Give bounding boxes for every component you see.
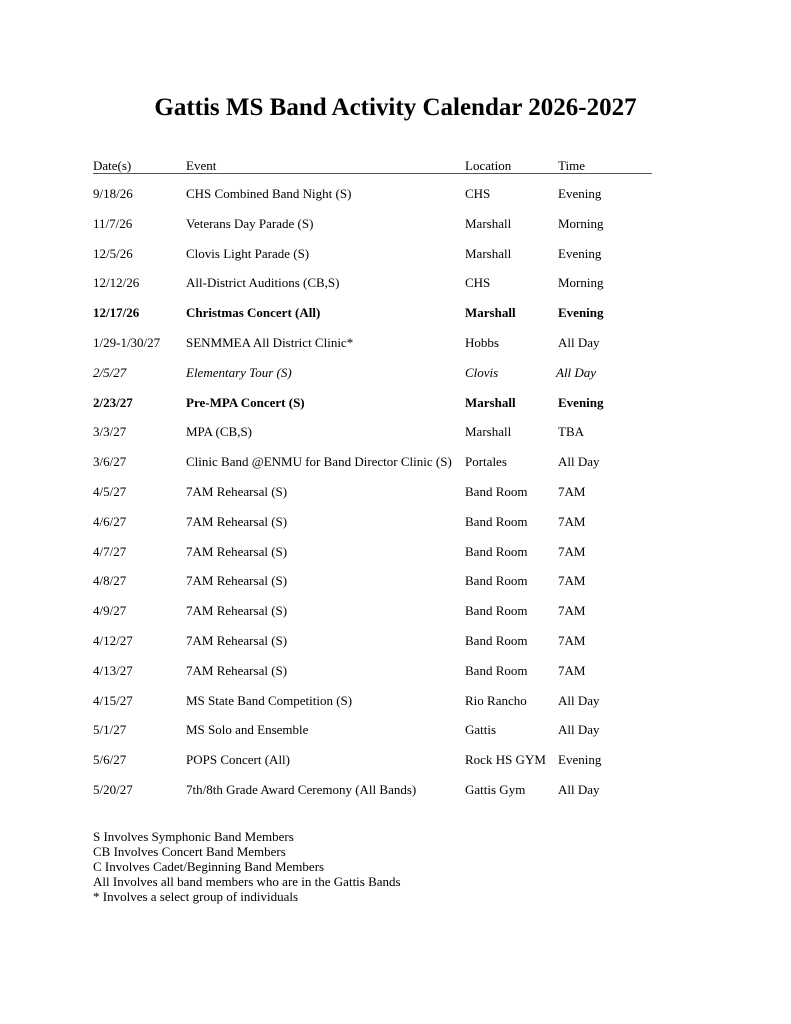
table-row [93,275,652,305]
cell-location: Band Room [465,632,528,648]
cell-time: Evening [558,394,604,410]
table-row [93,663,652,693]
table-row [93,514,652,544]
cell-location: Rio Rancho [465,692,527,708]
cell-time: Evening [558,186,602,201]
table-row [93,752,652,782]
cell-event: CHS Combined Band Night (S) [186,186,352,201]
cell-date: 3/6/27 [93,454,127,470]
column-header-date: Date(s) [93,158,132,173]
table-row [93,544,652,574]
cell-event: MS State Band Competition (S) [186,692,353,708]
cell-event: 7AM Rehearsal (S) [186,632,288,648]
cell-event: Clovis Light Parade (S) [186,245,310,261]
legend-line: S Involves Symphonic Band Members [93,829,294,844]
cell-date: 12/12/26 [93,275,140,291]
column-header-location: Location [465,158,512,173]
legend-line: * Involves a select group of individuals [93,889,299,904]
cell-time: Evening [558,305,604,321]
column-header-event: Event [186,158,217,173]
cell-location: Gattis [465,722,497,738]
table-row [93,722,652,752]
cell-time: Evening [558,245,602,261]
cell-location: Portales [465,454,507,470]
table-row [93,603,652,633]
cell-location: Gattis Gym [465,781,526,797]
cell-location: Band Room [465,662,528,678]
cell-location: Band Room [465,603,528,619]
table-row [93,782,652,812]
cell-time: Morning [558,215,604,231]
cell-time: 7AM [558,632,586,648]
legend-line: CB Involves Concert Band Members [93,844,286,859]
cell-event: Clinic Band @ENMU for Band Director Clinic (S) [186,454,452,470]
cell-location: Marshall [465,215,512,231]
cell-location: Hobbs [465,334,499,350]
cell-event: 7AM Rehearsal (S) [186,603,288,619]
table-row [93,395,652,425]
cell-date: 3/3/27 [93,424,127,440]
cell-time: 7AM [558,573,586,589]
cell-date: 4/8/27 [93,573,127,589]
cell-event: SENMMEA All District Clinic* [186,334,354,350]
table-row [93,216,652,246]
cell-date: 12/5/26 [93,245,133,261]
cell-date: 5/20/27 [93,781,133,797]
legend-line: All Involves all band members who are in the Gattis Bands [93,874,401,889]
cell-event: Christmas Concert (All) [186,305,321,321]
cell-location: Marshall [465,245,512,261]
cell-date: 11/7/26 [93,215,133,231]
cell-location: Band Room [465,483,528,499]
table-row [93,365,652,395]
cell-date: 4/15/27 [93,692,133,708]
table-row [93,484,652,514]
cell-time: TBA [558,424,584,440]
table-row [93,186,652,216]
table-row [93,246,652,276]
cell-location: Marshall [465,394,516,410]
cell-event: 7AM Rehearsal (S) [186,662,288,678]
cell-time: 7AM [558,662,586,678]
cell-location: Clovis [465,364,499,380]
cell-event: MPA (CB,S) [186,424,252,440]
table-body [93,186,652,812]
cell-time: 7AM [558,513,586,529]
legend [93,829,401,904]
cell-time: All Day [558,454,600,470]
cell-date: 5/1/27 [93,722,127,738]
cell-location: Band Room [465,543,528,559]
cell-date: 2/5/27 [93,364,127,380]
table-row [93,573,652,603]
cell-event: 7AM Rehearsal (S) [186,513,288,529]
cell-time: Morning [558,275,604,291]
cell-time: 7AM [558,543,586,559]
table-row [93,693,652,723]
table-row [93,454,652,484]
cell-date: 12/17/26 [93,305,140,321]
table-row [93,305,652,335]
cell-time: 7AM [558,483,586,499]
cell-event: MS Solo and Ensemble [186,722,309,738]
cell-date: 4/12/27 [93,632,133,648]
cell-location: Band Room [465,573,528,589]
cell-date: 2/23/27 [93,394,133,410]
cell-event: Veterans Day Parade (S) [186,215,314,231]
table-header [93,158,652,174]
cell-location: Marshall [465,424,512,440]
cell-time: All Day [558,692,600,708]
table-row [93,335,652,365]
cell-event: 7th/8th Grade Award Ceremony (All Bands) [186,781,417,797]
cell-event: 7AM Rehearsal (S) [186,483,288,499]
column-header-time: Time [558,158,585,173]
cell-time: All Day [558,781,600,797]
cell-date: 9/18/26 [93,186,133,201]
cell-time: All Day [556,364,597,380]
cell-date: 5/6/27 [93,752,127,768]
cell-date: 1/29-1/30/27 [93,334,161,350]
table-row [93,633,652,663]
cell-time: 7AM [558,603,586,619]
cell-event: 7AM Rehearsal (S) [186,573,288,589]
cell-event: Pre-MPA Concert (S) [186,394,305,410]
cell-date: 4/5/27 [93,483,127,499]
cell-time: Evening [558,752,602,768]
cell-event: All-District Auditions (CB,S) [186,275,340,291]
legend-line: C Involves Cadet/Beginning Band Members [93,859,325,874]
cell-time: All Day [558,334,600,350]
cell-location: Marshall [465,305,516,321]
cell-location: Rock HS GYM [465,752,546,768]
cell-location: Band Room [465,513,528,529]
page-title: Gattis MS Band Activity Calendar 2026-2027 [154,94,637,121]
events-table [93,158,652,812]
cell-event: Elementary Tour (S) [186,364,292,380]
cell-time: All Day [558,722,600,738]
cell-event: 7AM Rehearsal (S) [186,543,288,559]
cell-event: POPS Concert (All) [186,752,290,768]
cell-date: 4/6/27 [93,513,127,529]
table-row [93,424,652,454]
cell-location: CHS [465,186,491,201]
cell-date: 4/7/27 [93,543,127,559]
cell-date: 4/13/27 [93,662,133,678]
cell-location: CHS [465,275,491,291]
cell-date: 4/9/27 [93,603,127,619]
